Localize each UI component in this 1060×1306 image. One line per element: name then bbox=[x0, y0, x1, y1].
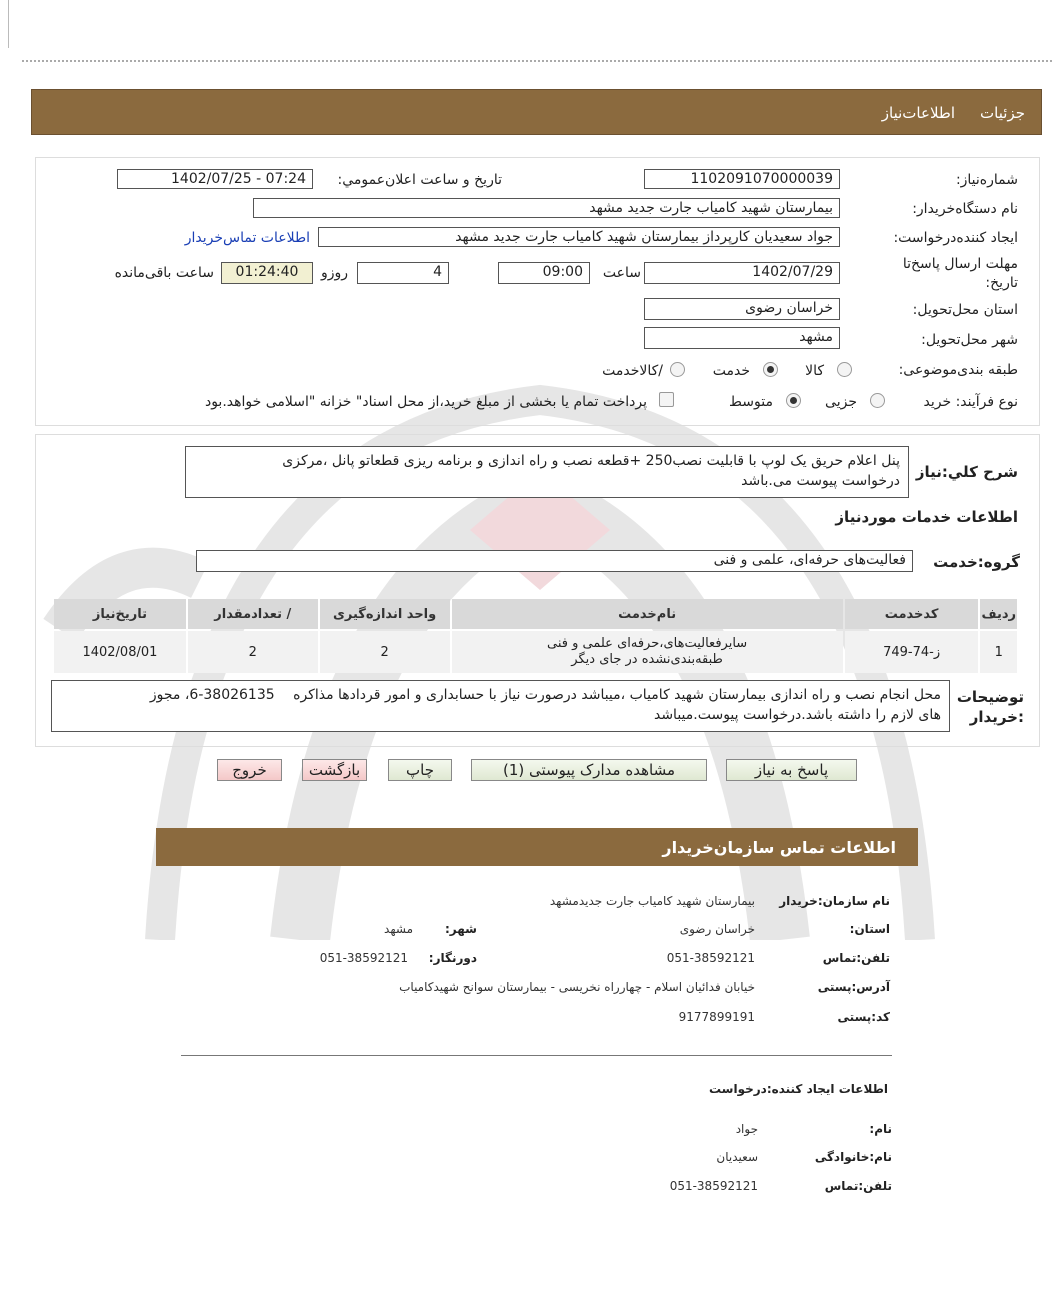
city-field: مشهد bbox=[644, 327, 840, 349]
creator-phone-value: 051-38592121 bbox=[669, 1179, 758, 1193]
notes-line-2: های لازم را داشته باشد.درخواست پیوست.میباشد bbox=[653, 707, 941, 723]
creator-family-value: سعیدیان bbox=[716, 1150, 758, 1164]
table-row bbox=[54, 631, 1017, 673]
attachments-button[interactable]: مشاهده مدارک پیوستی (1) bbox=[471, 759, 707, 781]
contact-address-label: آدرس:پستی bbox=[817, 980, 890, 994]
col-unit-header: واحد اندازه‌گیری bbox=[320, 599, 450, 629]
summary-text-line-1: پنل اعلام حریق یک لوپ با قابلیت نصب250 +قطعه نصب و راه اندازی و برنامه ریزی قطعاتو پانل ،مرکزی bbox=[282, 453, 900, 469]
category-goods-service-label: /کالاخدمت bbox=[602, 363, 663, 379]
creator-section-title: اطلاعات ایجاد کننده:درخواست bbox=[708, 1082, 888, 1096]
cell-date: 1402/08/01 bbox=[54, 631, 186, 673]
creator-family-label: نام:خانوادگی bbox=[814, 1150, 892, 1164]
contact-org-value: بیمارستان شهید کامیاب جارت جدیدمشهد bbox=[549, 894, 755, 908]
contact-divider bbox=[181, 1055, 892, 1056]
services-title: اطلاعات خدمات موردنیاز bbox=[835, 508, 1018, 526]
contact-postal-value: 9177899191 bbox=[678, 1010, 755, 1024]
left-edge-line bbox=[8, 0, 9, 48]
announce-label: تاریخ و ساعت اعلان‌عمومي: bbox=[337, 172, 502, 188]
contact-province-label: استان: bbox=[849, 922, 890, 936]
announce-datetime-value: 1402/07/25 - 07:24 bbox=[171, 171, 306, 187]
deadline-time-field: 09:00 bbox=[498, 262, 590, 284]
category-goods-service-radio[interactable] bbox=[670, 362, 685, 377]
contact-title: اطلاعات تماس سازمان‌خریدار bbox=[662, 838, 896, 857]
need-number-label: شماره‌نیاز: bbox=[955, 172, 1018, 188]
category-goods-radio[interactable] bbox=[837, 362, 852, 377]
tab-details[interactable]: جزئیات bbox=[980, 104, 1025, 122]
process-label: نوع فرآیند: خرید bbox=[923, 394, 1018, 410]
group-label: گروه:خدمت bbox=[933, 553, 1020, 571]
notes-label-2: :خریدار bbox=[969, 708, 1024, 726]
creator-name-label: نام: bbox=[869, 1122, 892, 1136]
buyer-field: بیمارستان شهید کامیاب جارت جدید مشهد bbox=[253, 198, 840, 218]
summary-text-line-2: درخواست پیوست می.باشد bbox=[741, 473, 900, 489]
col-date-header: تاریخ‌نیاز bbox=[54, 599, 186, 629]
col-qty-header: / تعدادمقدار bbox=[188, 599, 318, 629]
cell-qty: 2 bbox=[188, 631, 318, 673]
category-label: طبقه بندی‌موضوعی: bbox=[898, 362, 1018, 378]
days-field: 4 bbox=[357, 262, 449, 284]
contact-city-value: مشهد bbox=[384, 922, 413, 936]
province-label: استان محل‌تحویل: bbox=[912, 302, 1018, 318]
province-field: خراسان رضوی bbox=[644, 298, 840, 320]
contact-postal-label: کد:پستی bbox=[837, 1010, 890, 1024]
process-minor-label: جزیی bbox=[825, 394, 857, 410]
city-label: شهر محل‌تحویل: bbox=[921, 332, 1018, 348]
days-label: روزو bbox=[320, 265, 348, 281]
col-code-header: کدخدمت bbox=[845, 599, 979, 629]
contact-city-label: شهر: bbox=[445, 922, 477, 936]
contact-org-label: نام سازمان:خریدار bbox=[779, 894, 890, 908]
announce-datetime-field bbox=[117, 169, 313, 189]
cell-row: 1 bbox=[980, 631, 1017, 673]
remaining-label: ساعت باقی‌مانده bbox=[114, 265, 214, 281]
contact-phone-label: تلفن:تماس bbox=[822, 951, 890, 965]
category-service-radio[interactable] bbox=[763, 362, 778, 377]
contact-header bbox=[156, 828, 918, 866]
services-table bbox=[52, 597, 1019, 675]
creator-label: ایجاد کننده‌درخواست: bbox=[893, 230, 1018, 246]
contact-phone-value: 051-38592121 bbox=[666, 951, 755, 965]
notes-box bbox=[51, 680, 950, 732]
need-number-field: 1102091070000039 bbox=[644, 169, 840, 189]
summary-text-box bbox=[185, 446, 909, 498]
payment-note: پرداخت تمام یا بخشی از مبلغ خرید،از محل اسناد" خزانه "اسلامی خواهد.بود bbox=[204, 394, 647, 410]
notes-line-1-text: محل انجام نصب و راه اندازی بیمارستان شهید کامیاب ،میباشد درصورت نیاز با حسابداری و امور قردادها مذاکره bbox=[293, 687, 941, 703]
payment-checkbox[interactable] bbox=[659, 392, 674, 407]
col-row-header: ردیف bbox=[980, 599, 1017, 629]
deadline-label-2: تاریخ: bbox=[985, 275, 1018, 291]
creator-phone-label: تلفن:تماس bbox=[824, 1179, 892, 1193]
creator-field: جواد سعیدیان کارپرداز بیمارستان شهید کامیاب جارت جدید مشهد bbox=[318, 227, 840, 247]
cell-name-line-1: سایرفعالیت‌های،حرفه‌ای علمی و فنی bbox=[547, 636, 748, 651]
tab-need-info[interactable]: اطلاعات‌نیاز bbox=[881, 104, 955, 122]
back-button[interactable]: بازگشت bbox=[302, 759, 367, 781]
contact-fax-label: دورنگار: bbox=[428, 951, 477, 965]
notes-line-1 bbox=[60, 685, 941, 705]
cell-name-line-2: طبقه‌بندی‌نشده در جای دیگر bbox=[571, 652, 723, 667]
process-medium-label: متوسط bbox=[729, 394, 773, 410]
deadline-date-field: 1402/07/29 bbox=[644, 262, 840, 284]
contact-province-value: خراسان رضوی bbox=[679, 922, 755, 936]
process-medium-radio[interactable] bbox=[786, 393, 801, 408]
exit-button[interactable]: خروج bbox=[217, 759, 282, 781]
cell-code: ز-74-749 bbox=[845, 631, 979, 673]
buyer-contact-link[interactable]: اطلاعات تماس‌خریدار bbox=[184, 230, 310, 246]
category-service-label: خدمت bbox=[712, 363, 750, 379]
contact-fax-value: 051-38592121 bbox=[319, 951, 408, 965]
cell-unit: 2 bbox=[320, 631, 450, 673]
category-goods-label: کالا bbox=[805, 363, 824, 379]
top-divider bbox=[22, 60, 1052, 62]
notes-line-1-number: 38026135-6، bbox=[184, 687, 275, 703]
process-minor-radio[interactable] bbox=[870, 393, 885, 408]
print-button[interactable]: چاپ bbox=[388, 759, 452, 781]
creator-name-value: جواد bbox=[735, 1122, 758, 1136]
notes-label: توضیحات bbox=[956, 688, 1024, 706]
remaining-time-field: 01:24:40 bbox=[221, 262, 313, 284]
col-name-header: نام‌خدمت bbox=[452, 599, 843, 629]
notes-line-1-permit: مجوز bbox=[149, 687, 181, 703]
group-field: فعالیت‌های حرفه‌ای، علمی و فنی bbox=[196, 550, 913, 572]
header-bar bbox=[31, 89, 1042, 135]
summary-label: شرح کلي:نیاز bbox=[915, 463, 1018, 481]
cell-name bbox=[452, 631, 843, 673]
contact-address-value: خیابان فدائیان اسلام - چهارراه نخریسی - بیمارستان سوانح شهیدکامیاب bbox=[399, 980, 755, 994]
deadline-hour-label: ساعت bbox=[602, 265, 641, 281]
deadline-label: مهلت ارسال پاسخ‌تا bbox=[902, 256, 1018, 272]
buyer-label: نام دستگاه‌خریدار: bbox=[912, 201, 1018, 217]
reply-button[interactable]: پاسخ به نیاز bbox=[726, 759, 857, 781]
